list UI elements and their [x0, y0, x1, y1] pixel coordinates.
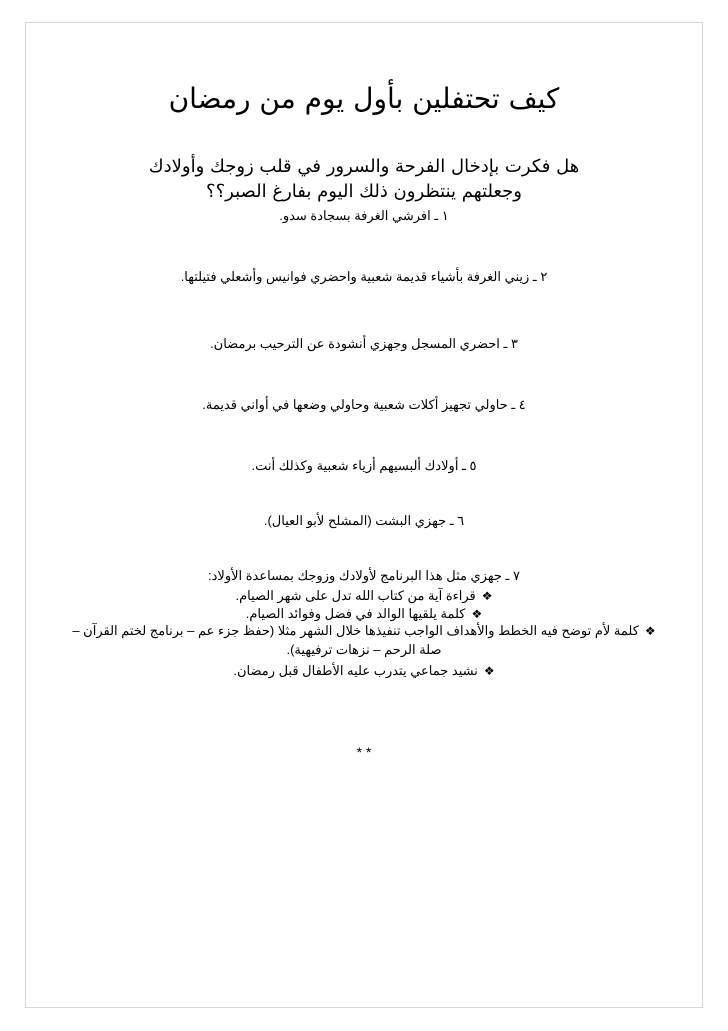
list-item-6: ٦ ـ جهزي البشت (المشلح لأبو العيال). — [263, 513, 465, 528]
intro-line-1: هل فكرت بإدخال الفرحة والسرور في قلب زوجك وأولادك — [148, 156, 580, 177]
bullet-text-3: كلمة لأم توضح فيه الخطط والأهداف الواجب تنفيذها خلال الشهر مثلا (حفظ جزء عم – برنامج لختم القرآن – — [72, 623, 639, 638]
bullet-item-3-continuation: صلة الرحم – نزهات ترفيهية). — [286, 642, 442, 657]
bullet-text-2: كلمة يلقيها الوالد في فضل وفوائد الصيام. — [245, 606, 466, 621]
list-item-2: ٢ ـ زيني الغرفة بأشياء قديمة شعبية واحضري فوانيس وأشعلي فتيلتها. — [180, 269, 548, 284]
list-item-7: ٧ ـ جهزي مثل هذا البرنامج لأولادك وزوجك بمساعدة الأولاد: — [208, 568, 520, 583]
page-title: كيف تحتفلين بأول يوم من رمضان — [168, 82, 560, 115]
bullet-item-4 — [0, 663, 728, 679]
bullet-text-4: نشيد جماعي يتدرب عليه الأطفال قبل رمضان. — [233, 663, 478, 678]
intro-line-2: وجعلتهم ينتظرون ذلك اليوم بفارغ الصبر؟؟ — [206, 181, 522, 202]
bullet-item-2 — [0, 606, 728, 622]
list-item-1: ١ ـ افرشي الغرفة بسجادة سدو. — [279, 208, 449, 223]
diamond-bullet-icon: ❖ — [644, 624, 656, 638]
list-item-3: ٣ ـ احضري المسجل وجهزي أنشودة عن الترحيب برمضان. — [210, 336, 518, 351]
footer-stars: * * — [356, 744, 372, 760]
bullet-item-3 — [0, 623, 728, 639]
bullet-item-1 — [0, 588, 728, 604]
bullet-text-1: قراءة آية من كتاب الله تدل على شهر الصيام. — [235, 588, 476, 603]
list-item-4: ٤ ـ حاولي تجهيز أكلات شعبية وحاولي وضعها في أواني قديمة. — [202, 397, 526, 412]
diamond-bullet-icon: ❖ — [471, 607, 483, 621]
diamond-bullet-icon: ❖ — [483, 664, 495, 678]
list-item-5: ٥ ـ أولادك ألبسيهم أزياء شعبية وكذلك أنت. — [251, 458, 477, 473]
diamond-bullet-icon: ❖ — [481, 589, 493, 603]
